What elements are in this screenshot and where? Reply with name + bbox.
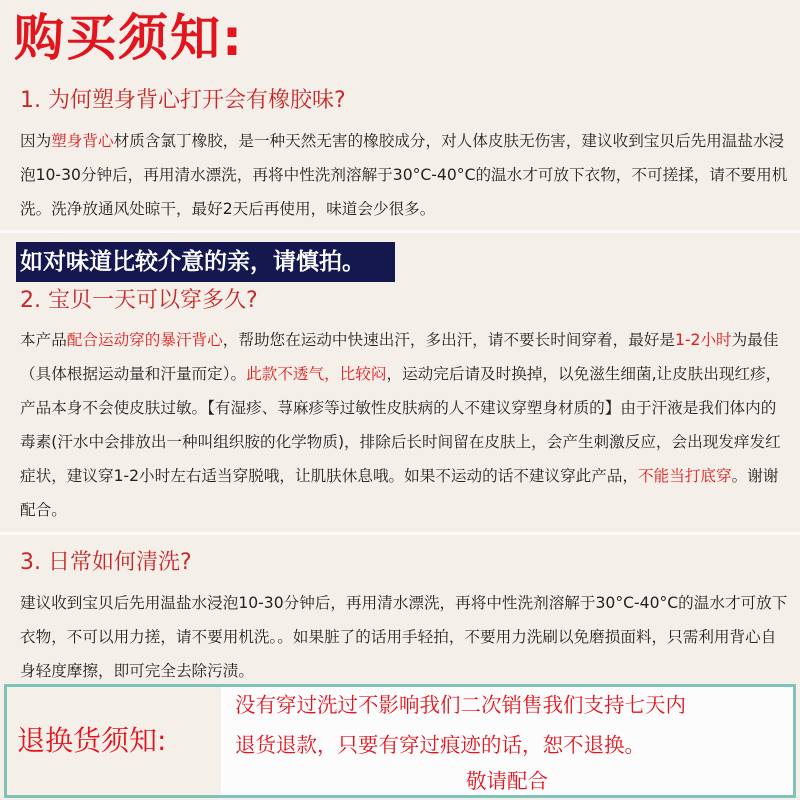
highlight-text: 1-2小时 xyxy=(674,331,732,349)
question-3-answer xyxy=(20,586,788,688)
return-policy-line-2: 退货退款，只要有穿过痕迹的话，恕不退换。 xyxy=(235,733,645,757)
question-3-heading: 3. 日常如何清洗? xyxy=(20,550,192,575)
body-text: 为最佳（具体根据运动量和汗量而定）。 xyxy=(20,331,779,383)
body-text: 材质含氯丁橡胶，是一种天然无害的橡胶成分，对人体皮肤无伤害，建议收到宝贝后先用温盐水浸泡10-30分钟后，再用清水漂洗，再将中性洗剂溶解于30°C-40°C的温水才可放下衣物，不可搓揉，请不要用机洗。洗净放通风处晾干，最好2天后再使用，味道会少很多。 xyxy=(20,132,788,218)
highlight-text: 配合运动穿的暴汗背心 xyxy=(66,331,223,349)
body-text: 建议收到宝贝后先用温盐水浸泡10-30分钟后，再用清水漂洗，再将中性洗剂溶解于30°C-40°C的温水才可放下衣物，不可以用力搓，请不要用机洗。。如果脏了的话用手轻拍，不要用力洗刷以免磨损面料，只需利用背心自身轻度摩擦，即可完全去除污渍。 xyxy=(20,594,788,680)
body-text: 因为 xyxy=(20,132,52,150)
section-divider xyxy=(0,230,800,233)
highlight-text: 塑身背心 xyxy=(51,132,114,150)
highlight-text: 此款不透气，比较闷 xyxy=(246,365,387,383)
question-2-heading: 2. 宝贝一天可以穿多久? xyxy=(20,288,258,313)
highlight-text: 不能当打底穿 xyxy=(638,467,732,485)
section-divider xyxy=(0,532,800,535)
return-policy-text xyxy=(221,687,793,795)
body-text: ，运动完后请及时换掉，以免滋生细菌,让皮肤出现红疹，产品本身不会使皮肤过敏。【有湿疹、荨麻疹等过敏性皮肤病的人不建议穿塑身材质的】由于汗液是我们体内的毒素(汗水中会排放出一种叫组织胺的化学物质)，排除后长时间留在皮肤上，会产生刺激反应，会出现发痒发红症状，建议穿1-2小时左右适当穿脱哦，让肌肤休息哦。如果不运动的话不建议穿此产品， xyxy=(20,365,782,485)
notice-banner: 如对味道比较介意的亲，请慎拍。 xyxy=(16,242,395,282)
page-title: 购买须知: xyxy=(14,9,244,67)
return-policy-line-3: 敬请配合 xyxy=(466,769,548,793)
question-1-answer xyxy=(20,124,788,226)
body-text: 本产品 xyxy=(20,331,67,349)
question-2-answer xyxy=(20,323,788,527)
return-policy-line-1: 没有穿过洗过不影响我们二次销售我们支持七天内 xyxy=(235,693,686,717)
return-policy-box xyxy=(4,684,796,798)
return-policy-title: 退换货须知: xyxy=(17,724,167,757)
question-1-heading: 1. 为何塑身背心打开会有橡胶味? xyxy=(20,88,346,113)
body-text: 。谢谢配合。 xyxy=(20,467,779,519)
body-text: ，帮助您在运动中快速出汗，多出汗，请不要长时间穿着，最好是 xyxy=(222,331,675,349)
